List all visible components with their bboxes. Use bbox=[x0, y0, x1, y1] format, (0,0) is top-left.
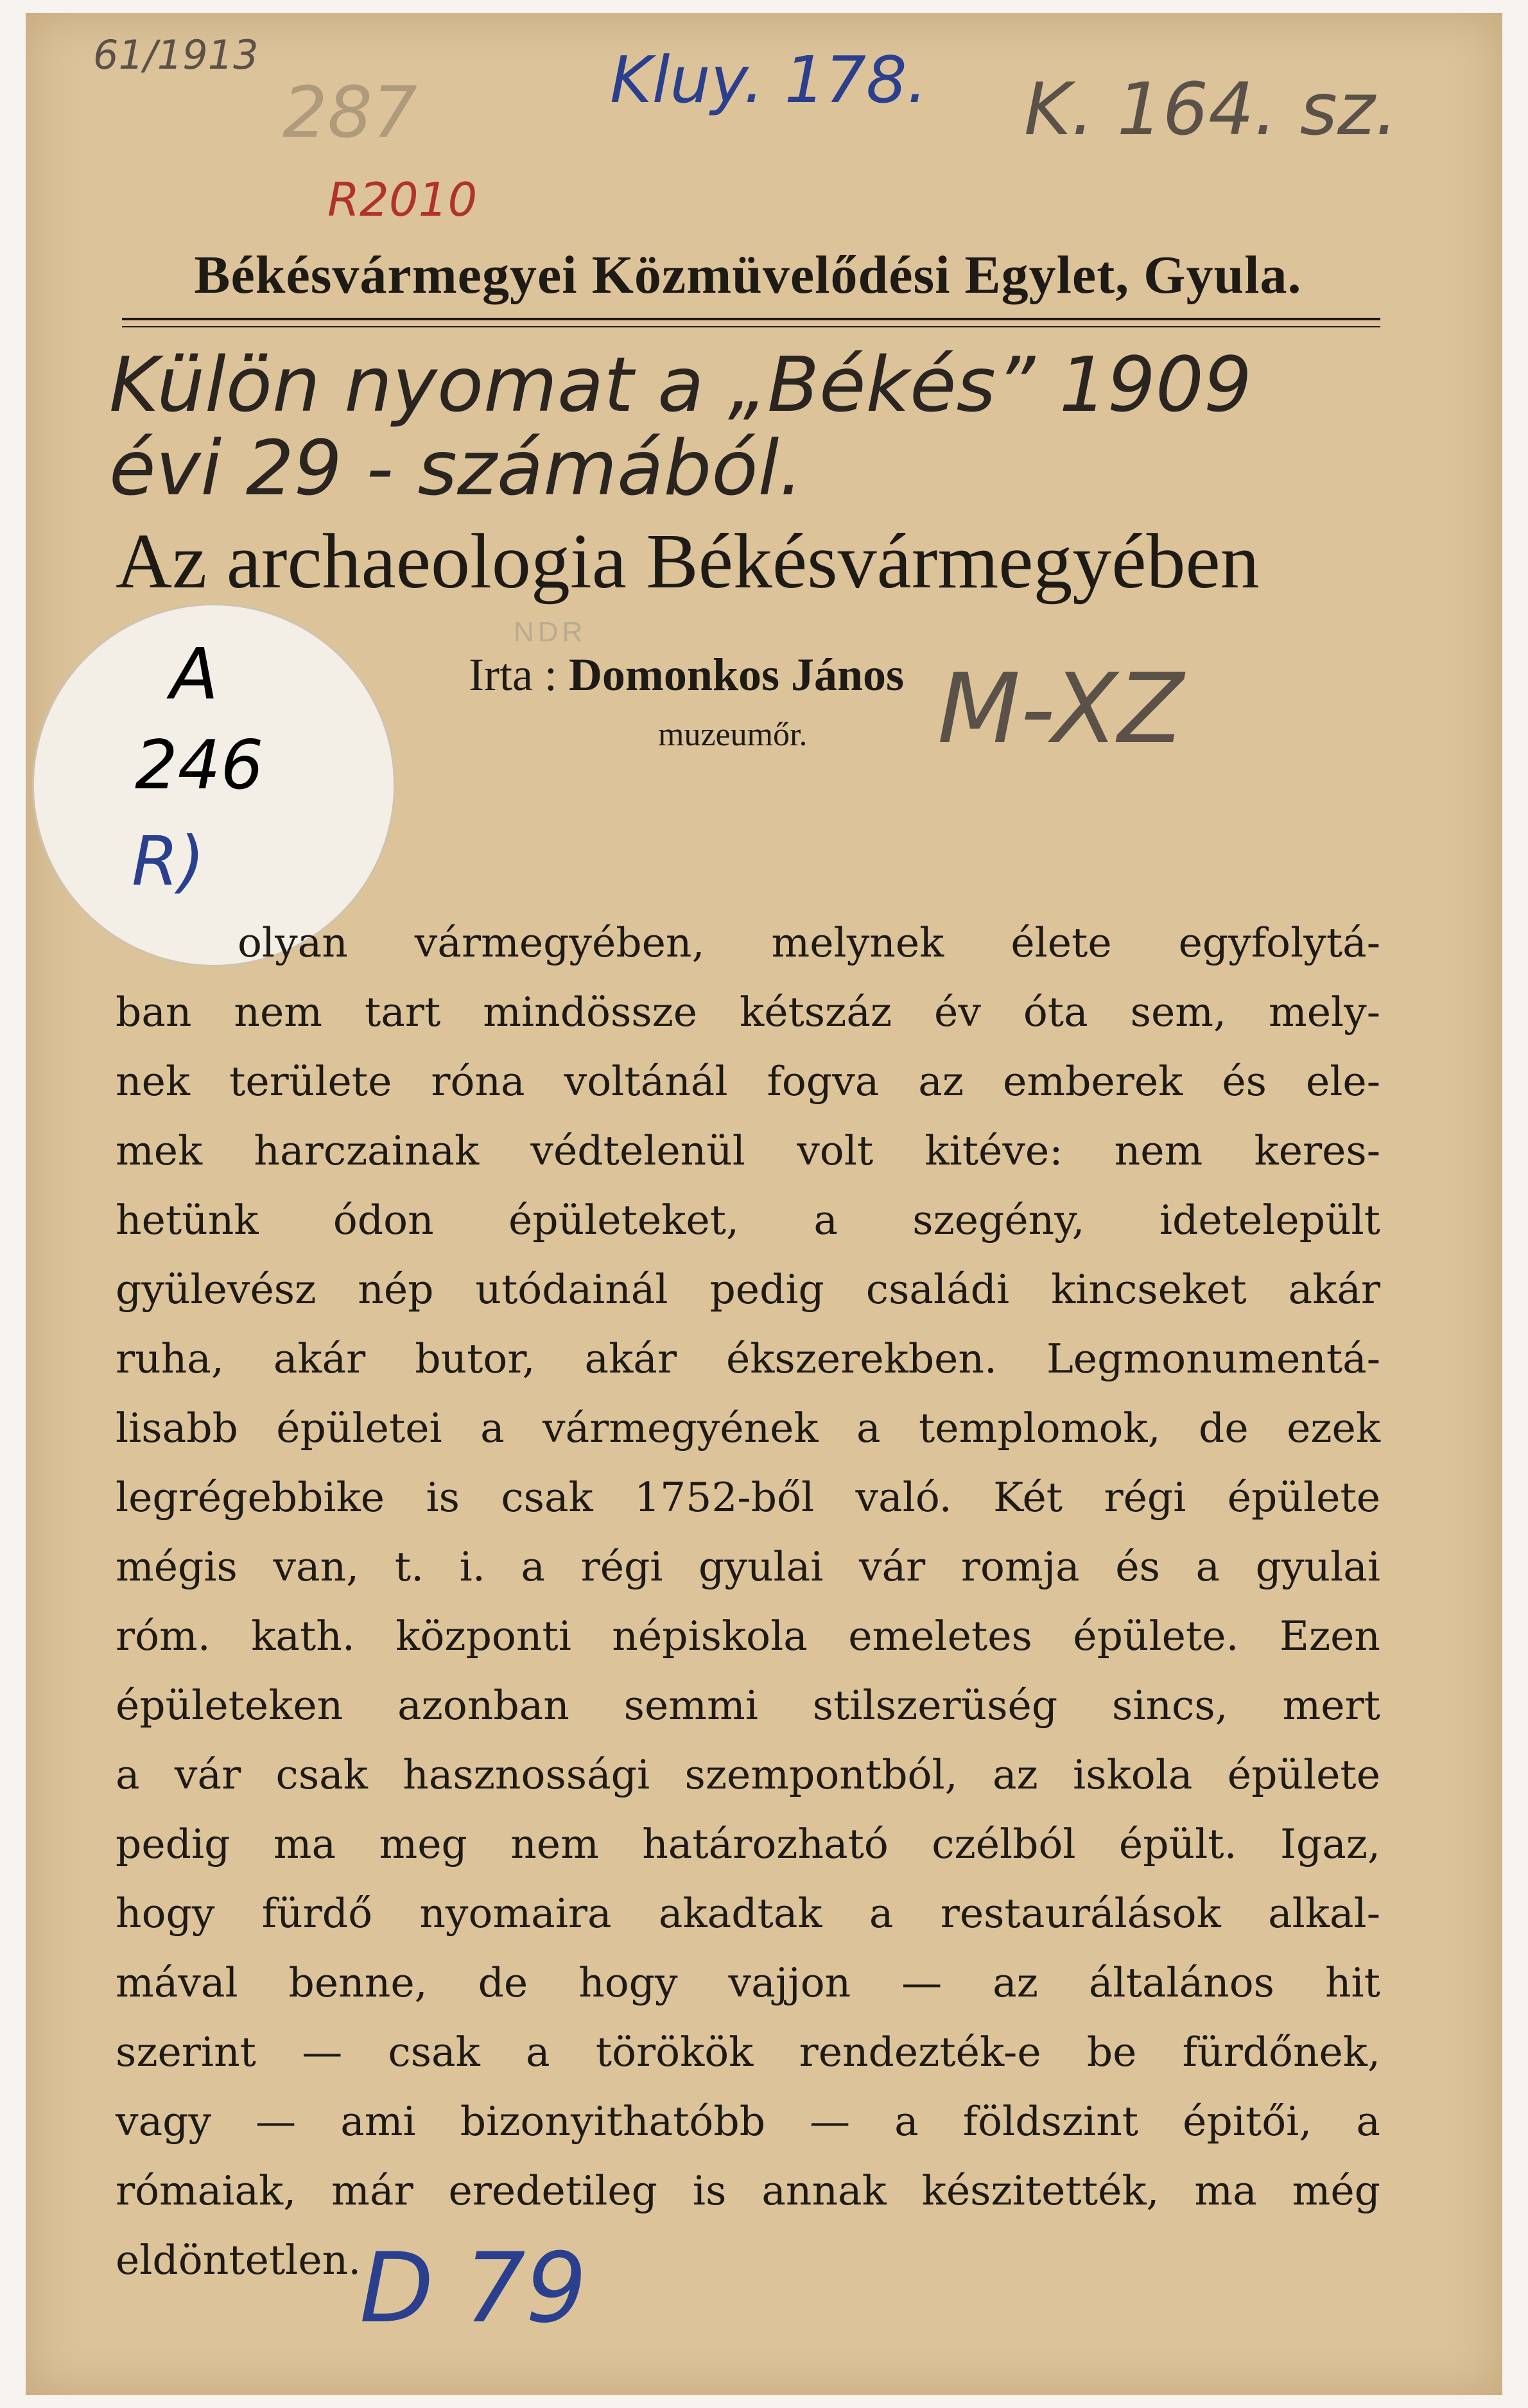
right-pencil-mark: M-XZ bbox=[937, 654, 1184, 765]
body-line: mégis van, t. i. a régi gyulai vár romja és a gyulai bbox=[116, 1543, 1380, 1590]
body-line: ruha, akár butor, akár ékszerekben. Legmonumentá- bbox=[116, 1335, 1380, 1382]
author-role: muzeumőr. bbox=[658, 716, 808, 753]
author-name: Domonkos János bbox=[568, 649, 905, 700]
body-line: szerint — csak a törökök rendezték-e be fürdőnek, bbox=[116, 2029, 1380, 2075]
body-line: legrégebbike is csak 1752-ből való. Két régi épülete bbox=[116, 1474, 1380, 1521]
body-line: gyülevész nép utódainál pedig családi kincseket akár bbox=[116, 1266, 1380, 1313]
body-line: mek harczainak védtelenül volt kitéve: nem keres- bbox=[116, 1127, 1380, 1174]
top-left-pencil-mark: 61/1913 bbox=[93, 31, 259, 78]
author-prefix: Irta : bbox=[469, 649, 557, 700]
bottom-blue-mark: D 79 bbox=[360, 2233, 587, 2344]
body-line: hogy fürdő nyomaira akadtak a restaurálások alkal- bbox=[116, 1890, 1380, 1937]
body-line: vagy — ami bizonyithatóbb — a földszint épitői, a bbox=[116, 2098, 1380, 2145]
top-right-pencil-mark: K. 164. sz. bbox=[1024, 68, 1398, 152]
red-catalog-code: R2010 bbox=[327, 173, 478, 227]
heading-rule-thin bbox=[122, 326, 1380, 327]
body-line: róm. kath. központi népiskola emeletes épülete. Ezen bbox=[116, 1613, 1380, 1659]
body-line: rómaiak, már eredetileg is annak készitették, ma még bbox=[116, 2167, 1380, 2214]
stamp-faded-text: NDR bbox=[514, 616, 587, 648]
body-line: épületeken azonban semmi stilszerüség sincs, mert bbox=[116, 1682, 1380, 1729]
body-line: mával benne, de hogy vajjon — az általános hit bbox=[116, 1959, 1380, 2006]
author-line bbox=[469, 648, 904, 702]
body-line: nek területe róna voltánál fogva az emberek és ele- bbox=[116, 1058, 1380, 1105]
body-line: hetünk ódon épületeket, a szegény, idetelepült bbox=[116, 1197, 1380, 1243]
top-left-grey-number: 287 bbox=[282, 71, 417, 153]
stamp-number: 246 bbox=[135, 726, 264, 804]
body-line: olyan vármegyében, melynek élete egyfolytá- bbox=[238, 919, 1380, 966]
body-line: eldöntetlen. bbox=[116, 2237, 361, 2283]
body-line: a vár csak hasznossági szempontból, az iskola épülete bbox=[116, 1751, 1380, 1798]
body-line: ban nem tart mindössze kétszáz év óta sem, mely- bbox=[116, 989, 1380, 1035]
handwritten-note-line-2: évi 29 - számából. bbox=[109, 424, 803, 512]
body-text bbox=[116, 908, 1380, 2295]
top-center-blue-mark: Kluy. 178. bbox=[610, 42, 928, 117]
handwritten-note-line-1: Külön nyomat a „Békés” 1909 bbox=[109, 340, 1252, 429]
body-line: pedig ma meg nem határozható czélból épült. Igaz, bbox=[116, 1821, 1380, 1867]
article-title: Az archaeologia Békésvármegyében bbox=[116, 518, 1260, 605]
stamp-mark: R) bbox=[132, 822, 205, 901]
body-line: lisabb épületei a vármegyének a templomok, de ezek bbox=[116, 1405, 1380, 1451]
society-heading: Békésvármegyei Közmüvelődési Egylet, Gyula. bbox=[194, 245, 1302, 305]
document-page bbox=[26, 13, 1502, 2395]
heading-rule-thick bbox=[122, 318, 1380, 320]
stamp-letter: A bbox=[170, 633, 219, 715]
